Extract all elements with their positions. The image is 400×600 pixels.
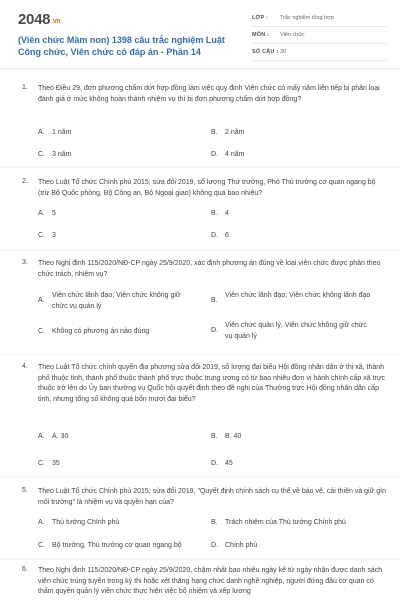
question-number: 2. xyxy=(22,178,28,185)
option-letter: A. xyxy=(38,519,45,526)
meta-row-subject xyxy=(252,27,386,44)
option-text: 35 xyxy=(52,460,60,467)
divider xyxy=(0,476,400,477)
meta-value: Viên chức xyxy=(280,32,305,38)
question-text: Theo Điều 29, đơn phương chấm dứt hợp đồng làm việc quy định Viên chức có mấy năm liên tiếp bị phân loại đánh giá ở mức không hoàn thành nhiệm vụ thì bị đơn phương chấm dứt hợp đồng? xyxy=(38,85,380,103)
option-text: Viên chức lãnh đạo; Viên chức không lãnh đạo xyxy=(225,292,371,299)
option-letter: B. xyxy=(211,519,218,526)
option-letter: C. xyxy=(38,460,45,467)
question-text: Theo Luật Tổ chức chính quyền địa phương sửa đổi 2019, số lượng đại biểu Hội đồng nhân dân ở thị xã, thành phố thuộc tỉnh, thành phố thuộc thành phố trực thuộc trung ương có từ bao nhiêu đơn vị hành chính cấp xã trực thuộc trở lên do Ủy ban thường vụ Quốc hội quyết định theo đề nghị của Thường trực Hội đồng nhân dân cấp tỉnh, nhưng tổng số không quá bốn mươi đại biểu? xyxy=(38,364,386,403)
option-text: Viên chức quản lý, Viên chức không giữ chức vụ quản lý xyxy=(225,322,367,340)
logo-main: 2048 xyxy=(18,11,51,28)
divider xyxy=(0,354,400,355)
option-letter: D. xyxy=(211,232,218,239)
option-letter: B. xyxy=(211,297,218,304)
divider xyxy=(0,167,400,168)
meta-key: SỐ CÂU : xyxy=(252,49,279,55)
option-text: 2 năm xyxy=(225,129,245,136)
option-letter: B. xyxy=(211,210,218,217)
meta-key: LỚP : xyxy=(252,15,268,21)
option-letter: D. xyxy=(211,542,218,549)
option-letter: B. xyxy=(211,129,218,136)
option-letter: D. xyxy=(211,460,218,467)
option-letter: C. xyxy=(38,542,45,549)
option-text: 4 năm xyxy=(225,151,245,158)
question-number: 6. xyxy=(22,566,28,573)
header xyxy=(0,0,400,69)
option-text: 5 xyxy=(52,210,56,217)
option-text: Viên chức lãnh đạo; Viên chức không giữ chức vụ quản lý xyxy=(52,292,181,310)
option-text: 45 xyxy=(225,460,233,467)
question-number: 4. xyxy=(22,363,28,370)
option-letter: A. xyxy=(38,433,45,440)
option-letter: A. xyxy=(38,297,45,304)
option-text: 3 xyxy=(52,232,56,239)
option-text: 3 năm xyxy=(52,151,72,158)
option-text: B. 40 xyxy=(225,433,242,440)
meta-row-class xyxy=(252,10,386,27)
divider xyxy=(0,249,400,250)
meta-key: MÔN : xyxy=(252,32,270,38)
option-text: A. 30 xyxy=(52,433,69,440)
option-text: Bộ trưởng, Thủ trưởng cơ quan ngang bộ xyxy=(52,542,182,549)
option-letter: C. xyxy=(38,328,45,335)
meta-value: Trắc nghiệm tổng hợp xyxy=(280,15,334,21)
site-logo[interactable] xyxy=(18,11,60,28)
meta-value: 30 xyxy=(280,49,287,55)
option-text: Trách nhiệm của Thủ tướng Chính phủ xyxy=(225,519,346,526)
option-text: Không có phương án nào đúng xyxy=(52,328,150,335)
option-text: Thủ tướng Chính phủ xyxy=(52,519,120,526)
question-number: 3. xyxy=(22,259,28,266)
page-title: (Viên chức Mầm non) 1398 câu trắc nghiệm Luật Công chức, Viên chức có đáp án - Phần 14 xyxy=(18,35,225,57)
option-letter: A. xyxy=(38,129,45,136)
meta-info xyxy=(252,10,386,61)
option-letter: C. xyxy=(38,151,45,158)
question-number: 5. xyxy=(22,487,28,494)
option-letter: A. xyxy=(38,210,45,217)
question-text: Theo Nghị định 115/2020/NĐ-CP ngày 25/9/2020, chậm nhất bao nhiêu ngày kể từ ngày nhận được danh sách viên chức trúng tuyển trong kỳ thi hoặc xét thăng hạng chức danh nghề nghiệp, người đứng đầu cơ quan có thẩm quyền quản lý viên chức thực hiện việc bổ nhiệm và xếp lương xyxy=(38,567,383,595)
option-text: 1 năm xyxy=(52,129,72,136)
question-text: Theo Luật Tổ chức Chính phủ 2015; sửa đổi 2019, "Quyết định chính sách cụ thể về bảo vệ, cải thiện và giữ gìn môi trường" là nhiệm vụ và quyền hạn của? xyxy=(38,488,386,506)
option-letter: B. xyxy=(211,433,218,440)
divider xyxy=(0,559,400,560)
logo-suffix: .vn xyxy=(51,18,61,25)
question-text: Theo Luật Tổ chức Chính phủ 2015; sửa đổi 2019, số lượng Thứ trưởng, Phó Thủ trưởng cơ quan ngang bộ (trừ Bộ Quốc phòng, Bộ Công an, Bộ Ngoại giao) không quá bao nhiêu? xyxy=(38,179,376,197)
question-text: Theo Nghị định 115/2020/NĐ-CP ngày 25/9/2020, xác định phương án đúng về loại viên chức được phân theo chức trách, nhiệm vụ? xyxy=(38,260,381,278)
option-letter: D. xyxy=(211,151,218,158)
meta-row-count xyxy=(252,44,386,61)
option-text: Chính phủ xyxy=(225,542,258,549)
option-letter: D. xyxy=(211,327,218,334)
option-text: 6 xyxy=(225,232,229,239)
option-text: 4 xyxy=(225,210,229,217)
question-number: 1. xyxy=(22,84,28,91)
option-letter: C. xyxy=(38,232,45,239)
